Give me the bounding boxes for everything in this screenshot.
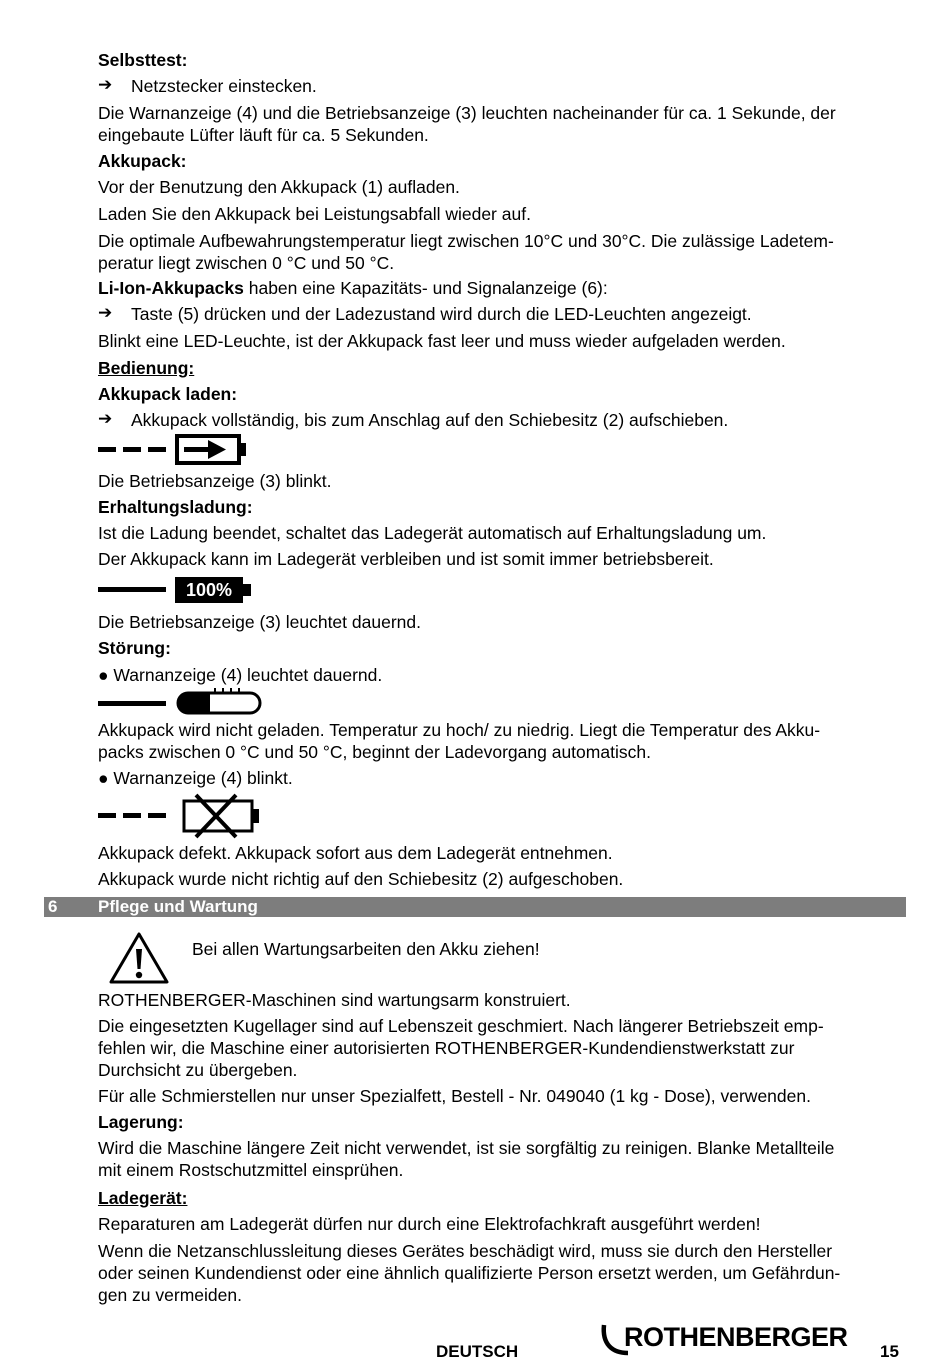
- ladegeraet-heading: Ladegerät:: [98, 1188, 188, 1208]
- erhaltung-heading: Erhaltungsladung:: [98, 497, 253, 517]
- text-line: Vor der Benutzung den Akkupack (1) aufladen.: [98, 177, 460, 197]
- text-line: Die Betriebsanzeige (3) blinkt.: [98, 471, 332, 491]
- text-line: fehlen wir, die Maschine einer autorisierten ROTHENBERGER-Kundendienstwerkstatt zur: [98, 1038, 795, 1058]
- warning-triangle-icon: [108, 931, 170, 985]
- text-line: Der Akkupack kann im Ladegerät verbleiben und ist somit immer betriebsbereit.: [98, 549, 714, 569]
- text-line: Akkupack defekt. Akkupack sofort aus dem Ladegerät entnehmen.: [98, 843, 613, 863]
- text-line: ● Warnanzeige (4) blinkt.: [98, 768, 293, 788]
- text-line: Wenn die Netzanschlussleitung dieses Gerätes beschädigt wird, muss sie durch den Hersteller: [98, 1241, 833, 1261]
- brand-logo: [600, 1322, 852, 1358]
- battery-charging-icon: [98, 433, 258, 467]
- warning-text: Bei allen Wartungsarbeiten den Akku ziehen!: [192, 939, 540, 959]
- text-line: Für alle Schmierstellen nur unser Spezialfett, Bestell - Nr. 049040 (1 kg - Dose), verwenden.: [98, 1086, 811, 1106]
- arrow-right-icon: ➔: [98, 303, 113, 322]
- text-line: Akkupack wurde nicht richtig auf den Schiebesitz (2) aufgeschoben.: [98, 869, 624, 889]
- text-line: gen zu vermeiden.: [98, 1285, 242, 1305]
- stoerung-heading: Störung:: [98, 638, 171, 658]
- arrow-right-icon: ➔: [98, 75, 113, 94]
- text-line: Akkupack wird nicht geladen. Temperatur zu hoch/ zu niedrig. Liegt die Temperatur des Akku-: [98, 720, 821, 740]
- selbsttest-heading: Selbsttest:: [98, 50, 188, 70]
- akkupack-heading: Akkupack:: [98, 151, 187, 171]
- bedienung-heading: Bedienung:: [98, 358, 195, 378]
- text-line: packs zwischen 0 °C und 50 °C, beginnt der Ladevorgang automatisch.: [98, 742, 651, 762]
- liion-bold: Li-Ion-Akkupacks: [98, 278, 244, 298]
- text-line: ● Warnanzeige (4) leuchtet dauernd.: [98, 665, 383, 685]
- section-number: 6: [48, 897, 58, 916]
- text-line: Durchsicht zu übergeben.: [98, 1060, 298, 1080]
- text-line: Reparaturen am Ladegerät dürfen nur durch eine Elektrofachkraft ausgeführt werden!: [98, 1214, 761, 1234]
- text-line: eingebaute Lüfter läuft für ca. 5 Sekunden.: [98, 125, 429, 145]
- lagerung-heading: Lagerung:: [98, 1112, 184, 1132]
- battery-full-icon: [98, 575, 258, 605]
- liion-line: [98, 277, 608, 299]
- text-line: Die eingesetzten Kugellager sind auf Lebenszeit geschmiert. Nach längerer Betriebszeit emp-: [98, 1016, 824, 1036]
- page-number: 15: [880, 1342, 899, 1361]
- text-line: Blinkt eine LED-Leuchte, ist der Akkupack fast leer und muss wieder aufgeladen werden.: [98, 331, 786, 351]
- text-line: Die optimale Aufbewahrungstemperatur liegt zwischen 10°C und 30°C. Die zulässige Ladetem-: [98, 231, 834, 251]
- netzstecker-step: Netzstecker einstecken.: [131, 76, 317, 96]
- voll-step: Akkupack vollständig, bis zum Anschlag auf den Schiebesitz (2) aufschieben.: [131, 410, 729, 430]
- footer-language: DEUTSCH: [436, 1342, 519, 1361]
- text-line: Die Warnanzeige (4) und die Betriebsanzeige (3) leuchten nacheinander für ca. 1 Sekunde, der: [98, 103, 836, 123]
- battery-full-label: 100%: [175, 577, 243, 603]
- taste-step: Taste (5) drücken und der Ladezustand wird durch die LED-Leuchten angezeigt.: [131, 304, 752, 324]
- text-line: Wird die Maschine längere Zeit nicht verwendet, ist sie sorgfältig zu reinigen. Blanke Metallteile: [98, 1138, 835, 1158]
- text-line: Die Betriebsanzeige (3) leuchtet dauernd.: [98, 612, 421, 632]
- text-line: Laden Sie den Akkupack bei Leistungsabfall wieder auf.: [98, 204, 531, 224]
- arrow-right-icon: ➔: [98, 409, 113, 428]
- text-line: ROTHENBERGER-Maschinen sind wartungsarm konstruiert.: [98, 990, 571, 1010]
- liion-rest: haben eine Kapazitäts- und Signalanzeige (6):: [243, 278, 608, 298]
- text-line: mit einem Rostschutzmittel einsprühen.: [98, 1160, 404, 1180]
- akkupack-laden-heading: Akkupack laden:: [98, 384, 238, 404]
- text-line: peratur liegt zwischen 0 °C und 50 °C.: [98, 253, 395, 273]
- section-title: Pflege und Wartung: [98, 897, 258, 916]
- thermometer-icon: [98, 688, 268, 718]
- text-line: oder seinen Kundendienst oder eine ähnlich qualifizierte Person ersetzt werden, um Gefährdun-: [98, 1263, 841, 1283]
- text-line: Ist die Ladung beendet, schaltet das Ladegerät automatisch auf Erhaltungsladung um.: [98, 523, 767, 543]
- brand-logo-text: ROTHENBERGER: [624, 1322, 848, 1352]
- battery-defect-icon: [98, 793, 268, 839]
